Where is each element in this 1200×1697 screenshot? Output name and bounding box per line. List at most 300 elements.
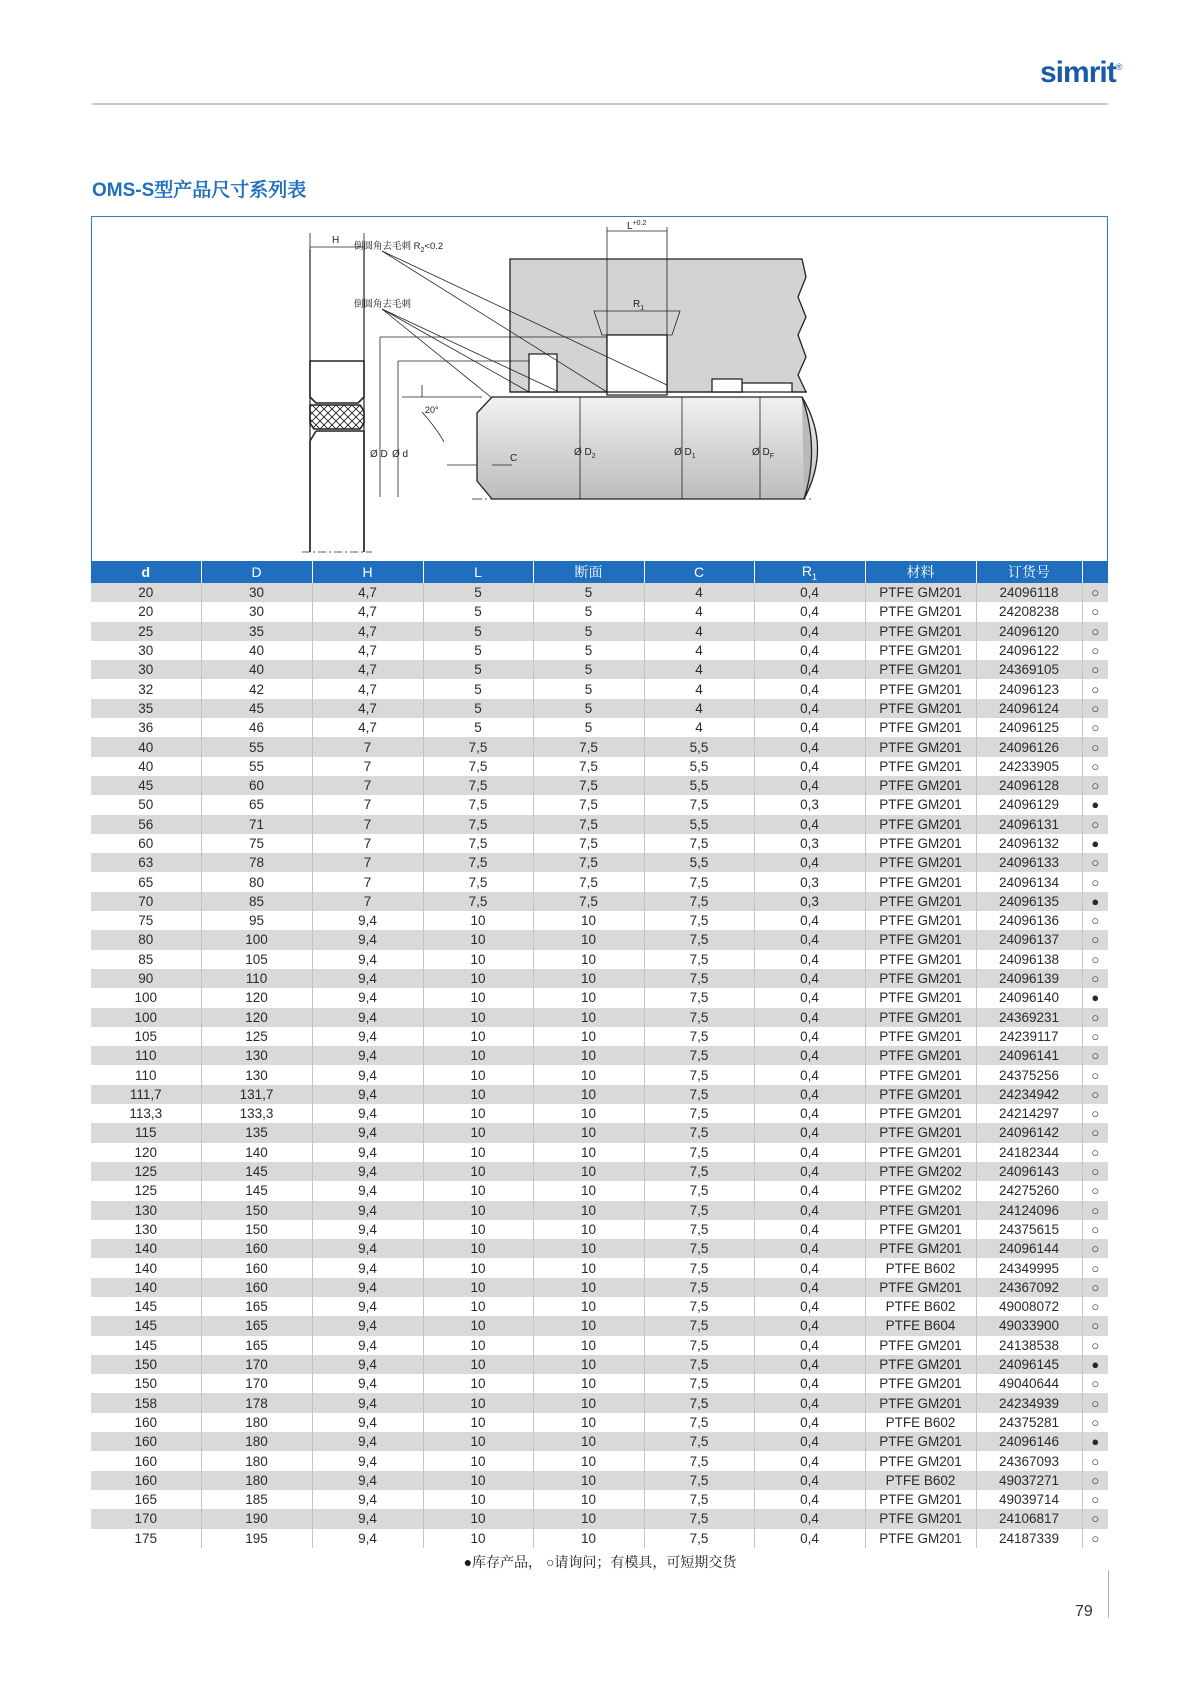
table-cell: 10 — [423, 1162, 533, 1181]
table-cell: PTFE GM201 — [865, 622, 976, 641]
table-cell: 10 — [533, 1278, 644, 1297]
table-cell: 0,4 — [754, 660, 865, 679]
stock-indicator: ○ — [1082, 930, 1108, 949]
table-cell: 7,5 — [644, 1316, 754, 1335]
table-cell: 4,7 — [312, 679, 423, 698]
table-cell: 9,4 — [312, 1201, 423, 1220]
table-cell: 24096131 — [976, 815, 1082, 834]
table-cell: PTFE GM201 — [865, 641, 976, 660]
table-cell: 90 — [91, 969, 201, 988]
table-cell: 7,5 — [644, 911, 754, 930]
table-cell: 7 — [312, 815, 423, 834]
table-cell: 120 — [201, 988, 312, 1007]
table-cell: 7,5 — [644, 834, 754, 853]
table-cell: 36 — [91, 718, 201, 737]
table-row — [91, 795, 1108, 814]
table-cell: 24096128 — [976, 776, 1082, 795]
table-cell: 24096141 — [976, 1046, 1082, 1065]
table-cell: 5 — [423, 583, 533, 602]
stock-indicator: ○ — [1082, 853, 1108, 872]
table-cell: PTFE GM201 — [865, 911, 976, 930]
table-cell: 10 — [423, 1355, 533, 1374]
table-cell: 9,4 — [312, 1509, 423, 1528]
table-cell: 165 — [201, 1297, 312, 1316]
table-cell: 0,4 — [754, 1104, 865, 1123]
table-cell: 80 — [91, 930, 201, 949]
table-cell: 0,4 — [754, 1201, 865, 1220]
table-cell: 24096142 — [976, 1123, 1082, 1142]
table-cell: 4,7 — [312, 622, 423, 641]
table-cell: 24367092 — [976, 1278, 1082, 1297]
table-cell: 10 — [423, 1123, 533, 1142]
stock-indicator: ○ — [1082, 737, 1108, 756]
table-cell: 5 — [533, 622, 644, 641]
table-cell: 24096139 — [976, 969, 1082, 988]
table-cell: 135 — [201, 1123, 312, 1142]
table-cell: 65 — [201, 795, 312, 814]
table-cell: 160 — [201, 1239, 312, 1258]
table-cell: 10 — [533, 1393, 644, 1412]
table-cell: 4,7 — [312, 660, 423, 679]
stock-indicator: ○ — [1082, 622, 1108, 641]
table-cell: 7,5 — [423, 815, 533, 834]
table-cell: 9,4 — [312, 1046, 423, 1065]
table-cell: 10 — [423, 911, 533, 930]
table-cell: 24096124 — [976, 699, 1082, 718]
table-cell: 10 — [533, 1374, 644, 1393]
table-cell: 9,4 — [312, 911, 423, 930]
table-cell: 140 — [91, 1258, 201, 1277]
stock-indicator: ● — [1082, 1355, 1108, 1374]
table-cell: 4 — [644, 622, 754, 641]
col-H: H — [312, 561, 423, 583]
table-row — [91, 660, 1108, 679]
table-cell: 0,4 — [754, 1085, 865, 1104]
table-row — [91, 641, 1108, 660]
table-cell: 24233905 — [976, 757, 1082, 776]
table-cell: 7,5 — [644, 1123, 754, 1142]
table-cell: 190 — [201, 1509, 312, 1528]
table-cell: 140 — [201, 1143, 312, 1162]
table-cell: 5 — [533, 660, 644, 679]
table-cell: 10 — [533, 1471, 644, 1490]
table-cell: 24138538 — [976, 1336, 1082, 1355]
table-cell: 7 — [312, 872, 423, 891]
table-cell: 10 — [423, 1046, 533, 1065]
table-cell: 30 — [201, 602, 312, 621]
stock-indicator: ○ — [1082, 718, 1108, 737]
col-D: D — [201, 561, 312, 583]
dim-l-label: $L^{+0.2}$ — [627, 220, 647, 232]
table-cell: 0,4 — [754, 1220, 865, 1239]
table-cell: 0,4 — [754, 1065, 865, 1084]
table-cell: PTFE GM201 — [865, 1355, 976, 1374]
table-cell: 40 — [201, 660, 312, 679]
table-cell: 7,5 — [644, 1258, 754, 1277]
table-cell: 5 — [533, 699, 644, 718]
table-cell: 24182344 — [976, 1143, 1082, 1162]
table-cell: 24096136 — [976, 911, 1082, 930]
table-cell: 30 — [91, 660, 201, 679]
col-R1: $R_1$ — [754, 561, 865, 583]
table-cell: 7,5 — [644, 930, 754, 949]
stock-indicator: ○ — [1082, 950, 1108, 969]
table-cell: 0,4 — [754, 583, 865, 602]
table-cell: 7 — [312, 834, 423, 853]
table-cell: 0,4 — [754, 1008, 865, 1027]
table-cell: 55 — [201, 737, 312, 756]
table-cell: 145 — [91, 1336, 201, 1355]
table-cell: 5 — [423, 602, 533, 621]
table-cell: 0,4 — [754, 815, 865, 834]
table-cell: 110 — [91, 1046, 201, 1065]
table-cell: 100 — [91, 988, 201, 1007]
table-row — [91, 1529, 1108, 1548]
table-cell: 115 — [91, 1123, 201, 1142]
table-cell: 9,4 — [312, 1027, 423, 1046]
table-cell: PTFE GM201 — [865, 892, 976, 911]
table-cell: 49040644 — [976, 1374, 1082, 1393]
stock-indicator: ○ — [1082, 1374, 1108, 1393]
table-row — [91, 1143, 1108, 1162]
table-cell: 175 — [91, 1529, 201, 1548]
table-cell: 10 — [423, 1374, 533, 1393]
table-cell: 0,4 — [754, 622, 865, 641]
dim-c-label: C — [510, 453, 518, 464]
table-cell: 9,4 — [312, 1085, 423, 1104]
table-cell: 49039714 — [976, 1490, 1082, 1509]
table-cell: 10 — [423, 1104, 533, 1123]
table-cell: 0,4 — [754, 988, 865, 1007]
table-cell: 5 — [533, 583, 644, 602]
table-row — [91, 1008, 1108, 1027]
stock-indicator: ○ — [1082, 1278, 1108, 1297]
table-cell: 10 — [533, 950, 644, 969]
table-cell: 24096133 — [976, 853, 1082, 872]
table-cell: 5 — [533, 679, 644, 698]
brand-name: simrit — [1040, 56, 1116, 89]
stock-indicator: ○ — [1082, 776, 1108, 795]
stock-indicator: ○ — [1082, 1258, 1108, 1277]
table-row — [91, 602, 1108, 621]
table-cell: 4,7 — [312, 699, 423, 718]
table-cell: 9,4 — [312, 1413, 423, 1432]
col-stock — [1082, 561, 1108, 583]
table-cell: PTFE GM201 — [865, 1451, 976, 1470]
table-cell: 24096140 — [976, 988, 1082, 1007]
table-cell: 165 — [201, 1316, 312, 1335]
table-cell: PTFE GM201 — [865, 1123, 976, 1142]
table-cell: 7,5 — [423, 853, 533, 872]
table-cell: 10 — [423, 1316, 533, 1335]
table-cell: 10 — [423, 1490, 533, 1509]
table-cell: 7,5 — [644, 1529, 754, 1548]
table-cell: 24096126 — [976, 737, 1082, 756]
table-cell: 111,7 — [91, 1085, 201, 1104]
table-row — [91, 583, 1108, 602]
stock-indicator: ○ — [1082, 583, 1108, 602]
table-cell: PTFE GM201 — [865, 776, 976, 795]
table-cell: 4 — [644, 602, 754, 621]
table-cell: 195 — [201, 1529, 312, 1548]
stock-indicator: ○ — [1082, 1123, 1108, 1142]
table-cell: 7,5 — [644, 1374, 754, 1393]
col-section: 断面 — [533, 561, 644, 583]
table-cell: 9,4 — [312, 1451, 423, 1470]
table-cell: 10 — [423, 1181, 533, 1200]
stock-indicator: ○ — [1082, 1046, 1108, 1065]
table-cell: PTFE GM201 — [865, 1065, 976, 1084]
table-cell: 5 — [533, 641, 644, 660]
dimension-table — [91, 561, 1108, 1548]
table-cell: 131,7 — [201, 1085, 312, 1104]
table-cell: PTFE GM201 — [865, 853, 976, 872]
table-cell: 24096143 — [976, 1162, 1082, 1181]
table-cell: PTFE GM201 — [865, 1085, 976, 1104]
table-cell: 0,4 — [754, 1162, 865, 1181]
table-cell: 105 — [91, 1027, 201, 1046]
table-row — [91, 737, 1108, 756]
table-cell: 7,5 — [644, 1393, 754, 1412]
table-cell: 24187339 — [976, 1529, 1082, 1548]
table-cell: 10 — [533, 1027, 644, 1046]
table-row — [91, 679, 1108, 698]
table-cell: 9,4 — [312, 1104, 423, 1123]
table-row — [91, 872, 1108, 891]
od2-label: Ø $D_2$ — [574, 447, 596, 460]
table-cell: 24369231 — [976, 1008, 1082, 1027]
stock-indicator: ○ — [1082, 969, 1108, 988]
table-cell: PTFE GM201 — [865, 1529, 976, 1548]
table-cell: 4,7 — [312, 583, 423, 602]
table-cell: 120 — [91, 1143, 201, 1162]
table-cell: 180 — [201, 1471, 312, 1490]
table-cell: 165 — [201, 1336, 312, 1355]
table-cell: PTFE B602 — [865, 1471, 976, 1490]
table-cell: 5,5 — [644, 737, 754, 756]
table-cell: 24096144 — [976, 1239, 1082, 1258]
table-cell: 7,5 — [644, 950, 754, 969]
table-cell: 24367093 — [976, 1451, 1082, 1470]
table-cell: 95 — [201, 911, 312, 930]
table-cell: 40 — [201, 641, 312, 660]
table-cell: 80 — [201, 872, 312, 891]
table-cell: 7 — [312, 776, 423, 795]
table-cell: 10 — [423, 930, 533, 949]
table-cell: 10 — [423, 1027, 533, 1046]
table-cell: 120 — [201, 1008, 312, 1027]
table-cell: 0,4 — [754, 1258, 865, 1277]
table-cell: 0,4 — [754, 1278, 865, 1297]
angle-label: 20° — [425, 405, 439, 415]
table-cell: 9,4 — [312, 1336, 423, 1355]
table-cell: 9,4 — [312, 1239, 423, 1258]
table-cell: 7,5 — [533, 757, 644, 776]
stock-indicator: ○ — [1082, 1393, 1108, 1412]
table-row — [91, 1316, 1108, 1335]
table-cell: 100 — [91, 1008, 201, 1027]
table-cell: 10 — [533, 1201, 644, 1220]
table-cell: 10 — [533, 1490, 644, 1509]
table-cell: 4 — [644, 718, 754, 737]
table-cell: 10 — [423, 1201, 533, 1220]
stock-indicator: ○ — [1082, 1297, 1108, 1316]
table-row — [91, 1065, 1108, 1084]
table-row — [91, 1297, 1108, 1316]
table-cell: PTFE GM201 — [865, 699, 976, 718]
table-cell: 24234939 — [976, 1393, 1082, 1412]
table-cell: PTFE GM201 — [865, 1008, 976, 1027]
table-cell: 7 — [312, 795, 423, 814]
table-cell: PTFE GM201 — [865, 795, 976, 814]
table-cell: 7 — [312, 737, 423, 756]
table-cell: 24096120 — [976, 622, 1082, 641]
table-cell: 7,5 — [644, 1239, 754, 1258]
table-cell: 0,4 — [754, 679, 865, 698]
stock-indicator: ● — [1082, 988, 1108, 1007]
table-cell: 85 — [201, 892, 312, 911]
table-cell: 160 — [201, 1258, 312, 1277]
table-cell: 4 — [644, 583, 754, 602]
stock-indicator: ○ — [1082, 1085, 1108, 1104]
table-row — [91, 950, 1108, 969]
table-cell: 180 — [201, 1432, 312, 1451]
table-row — [91, 1413, 1108, 1432]
table-row — [91, 1162, 1108, 1181]
table-row — [91, 1104, 1108, 1123]
table-cell: 45 — [201, 699, 312, 718]
table-cell: PTFE GM201 — [865, 1336, 976, 1355]
table-cell: 9,4 — [312, 1220, 423, 1239]
table-cell: 0,4 — [754, 853, 865, 872]
table-cell: 0,4 — [754, 718, 865, 737]
table-cell: PTFE GM201 — [865, 1143, 976, 1162]
table-cell: 0,3 — [754, 872, 865, 891]
table-cell: PTFE GM201 — [865, 930, 976, 949]
table-cell: 10 — [533, 911, 644, 930]
table-cell: PTFE GM201 — [865, 815, 976, 834]
stock-indicator: ○ — [1082, 1162, 1108, 1181]
table-cell: 10 — [423, 1432, 533, 1451]
table-cell: 170 — [201, 1374, 312, 1393]
table-cell: PTFE GM201 — [865, 583, 976, 602]
table-cell: 55 — [201, 757, 312, 776]
table-cell: 7,5 — [644, 892, 754, 911]
table-cell: 7,5 — [644, 1490, 754, 1509]
table-cell: 10 — [423, 1393, 533, 1412]
table-cell: 10 — [423, 1509, 533, 1528]
table-cell: 10 — [533, 1085, 644, 1104]
table-cell: 7,5 — [644, 1336, 754, 1355]
table-cell: 24275260 — [976, 1181, 1082, 1200]
table-cell: PTFE GM201 — [865, 660, 976, 679]
table-cell: 24096125 — [976, 718, 1082, 737]
table-cell: 60 — [91, 834, 201, 853]
table-row — [91, 1123, 1108, 1142]
table-cell: 9,4 — [312, 1065, 423, 1084]
table-cell: PTFE GM201 — [865, 757, 976, 776]
table-cell: 9,4 — [312, 950, 423, 969]
table-cell: 24208238 — [976, 602, 1082, 621]
table-cell: 9,4 — [312, 1162, 423, 1181]
table-row — [91, 1509, 1108, 1528]
table-row — [91, 1451, 1108, 1470]
table-cell: 10 — [533, 1529, 644, 1548]
table-cell: 10 — [533, 1336, 644, 1355]
table-row — [91, 1471, 1108, 1490]
table-cell: 5 — [423, 699, 533, 718]
table-cell: 7,5 — [644, 1046, 754, 1065]
page-number-bar — [1108, 1570, 1109, 1618]
table-body — [91, 583, 1108, 1548]
table-cell: 49033900 — [976, 1316, 1082, 1335]
table-cell: 5 — [533, 718, 644, 737]
table-cell: 5,5 — [644, 853, 754, 872]
table-cell: 65 — [91, 872, 201, 891]
table-cell: PTFE B602 — [865, 1297, 976, 1316]
table-cell: 10 — [533, 1432, 644, 1451]
table-cell: 24369105 — [976, 660, 1082, 679]
odi-label: Ø d — [392, 449, 409, 460]
table-cell: 0,4 — [754, 1355, 865, 1374]
table-cell: 0,4 — [754, 1393, 865, 1412]
table-cell: 0,4 — [754, 699, 865, 718]
note-chamfer: 倒圆角去毛刺 — [354, 299, 412, 310]
table-cell: 7,5 — [644, 1085, 754, 1104]
stock-indicator: ○ — [1082, 872, 1108, 891]
table-cell: 0,4 — [754, 1181, 865, 1200]
table-cell: 24214297 — [976, 1104, 1082, 1123]
table-cell: 10 — [423, 1278, 533, 1297]
table-cell: 75 — [91, 911, 201, 930]
table-cell: 7,5 — [644, 795, 754, 814]
table-cell: 0,4 — [754, 737, 865, 756]
stock-indicator: ○ — [1082, 660, 1108, 679]
table-cell: 7,5 — [644, 1220, 754, 1239]
stock-indicator: ○ — [1082, 1181, 1108, 1200]
stock-indicator: ○ — [1082, 1490, 1108, 1509]
table-cell: 10 — [533, 1413, 644, 1432]
technical-drawing — [92, 217, 1107, 561]
table-row — [91, 988, 1108, 1007]
table-cell: 150 — [91, 1374, 201, 1393]
table-cell: 4,7 — [312, 641, 423, 660]
table-cell: 9,4 — [312, 1393, 423, 1412]
table-cell: 0,4 — [754, 776, 865, 795]
table-cell: 24375281 — [976, 1413, 1082, 1432]
table-cell: 9,4 — [312, 1316, 423, 1335]
table-cell: 10 — [533, 1181, 644, 1200]
stock-indicator: ○ — [1082, 1201, 1108, 1220]
table-cell: 9,4 — [312, 1355, 423, 1374]
table-cell: 25 — [91, 622, 201, 641]
table-cell: 24234942 — [976, 1085, 1082, 1104]
table-cell: 10 — [423, 969, 533, 988]
table-row — [91, 1239, 1108, 1258]
table-cell: 24375615 — [976, 1220, 1082, 1239]
table-cell: 9,4 — [312, 1432, 423, 1451]
table-cell: 4,7 — [312, 718, 423, 737]
table-cell: 150 — [91, 1355, 201, 1374]
table-row — [91, 930, 1108, 949]
table-row — [91, 1046, 1108, 1065]
table-cell: 158 — [91, 1393, 201, 1412]
table-row — [91, 1278, 1108, 1297]
table-cell: 10 — [423, 1297, 533, 1316]
col-material: 材料 — [865, 561, 976, 583]
table-cell: 5 — [423, 641, 533, 660]
stock-indicator: ○ — [1082, 1316, 1108, 1335]
